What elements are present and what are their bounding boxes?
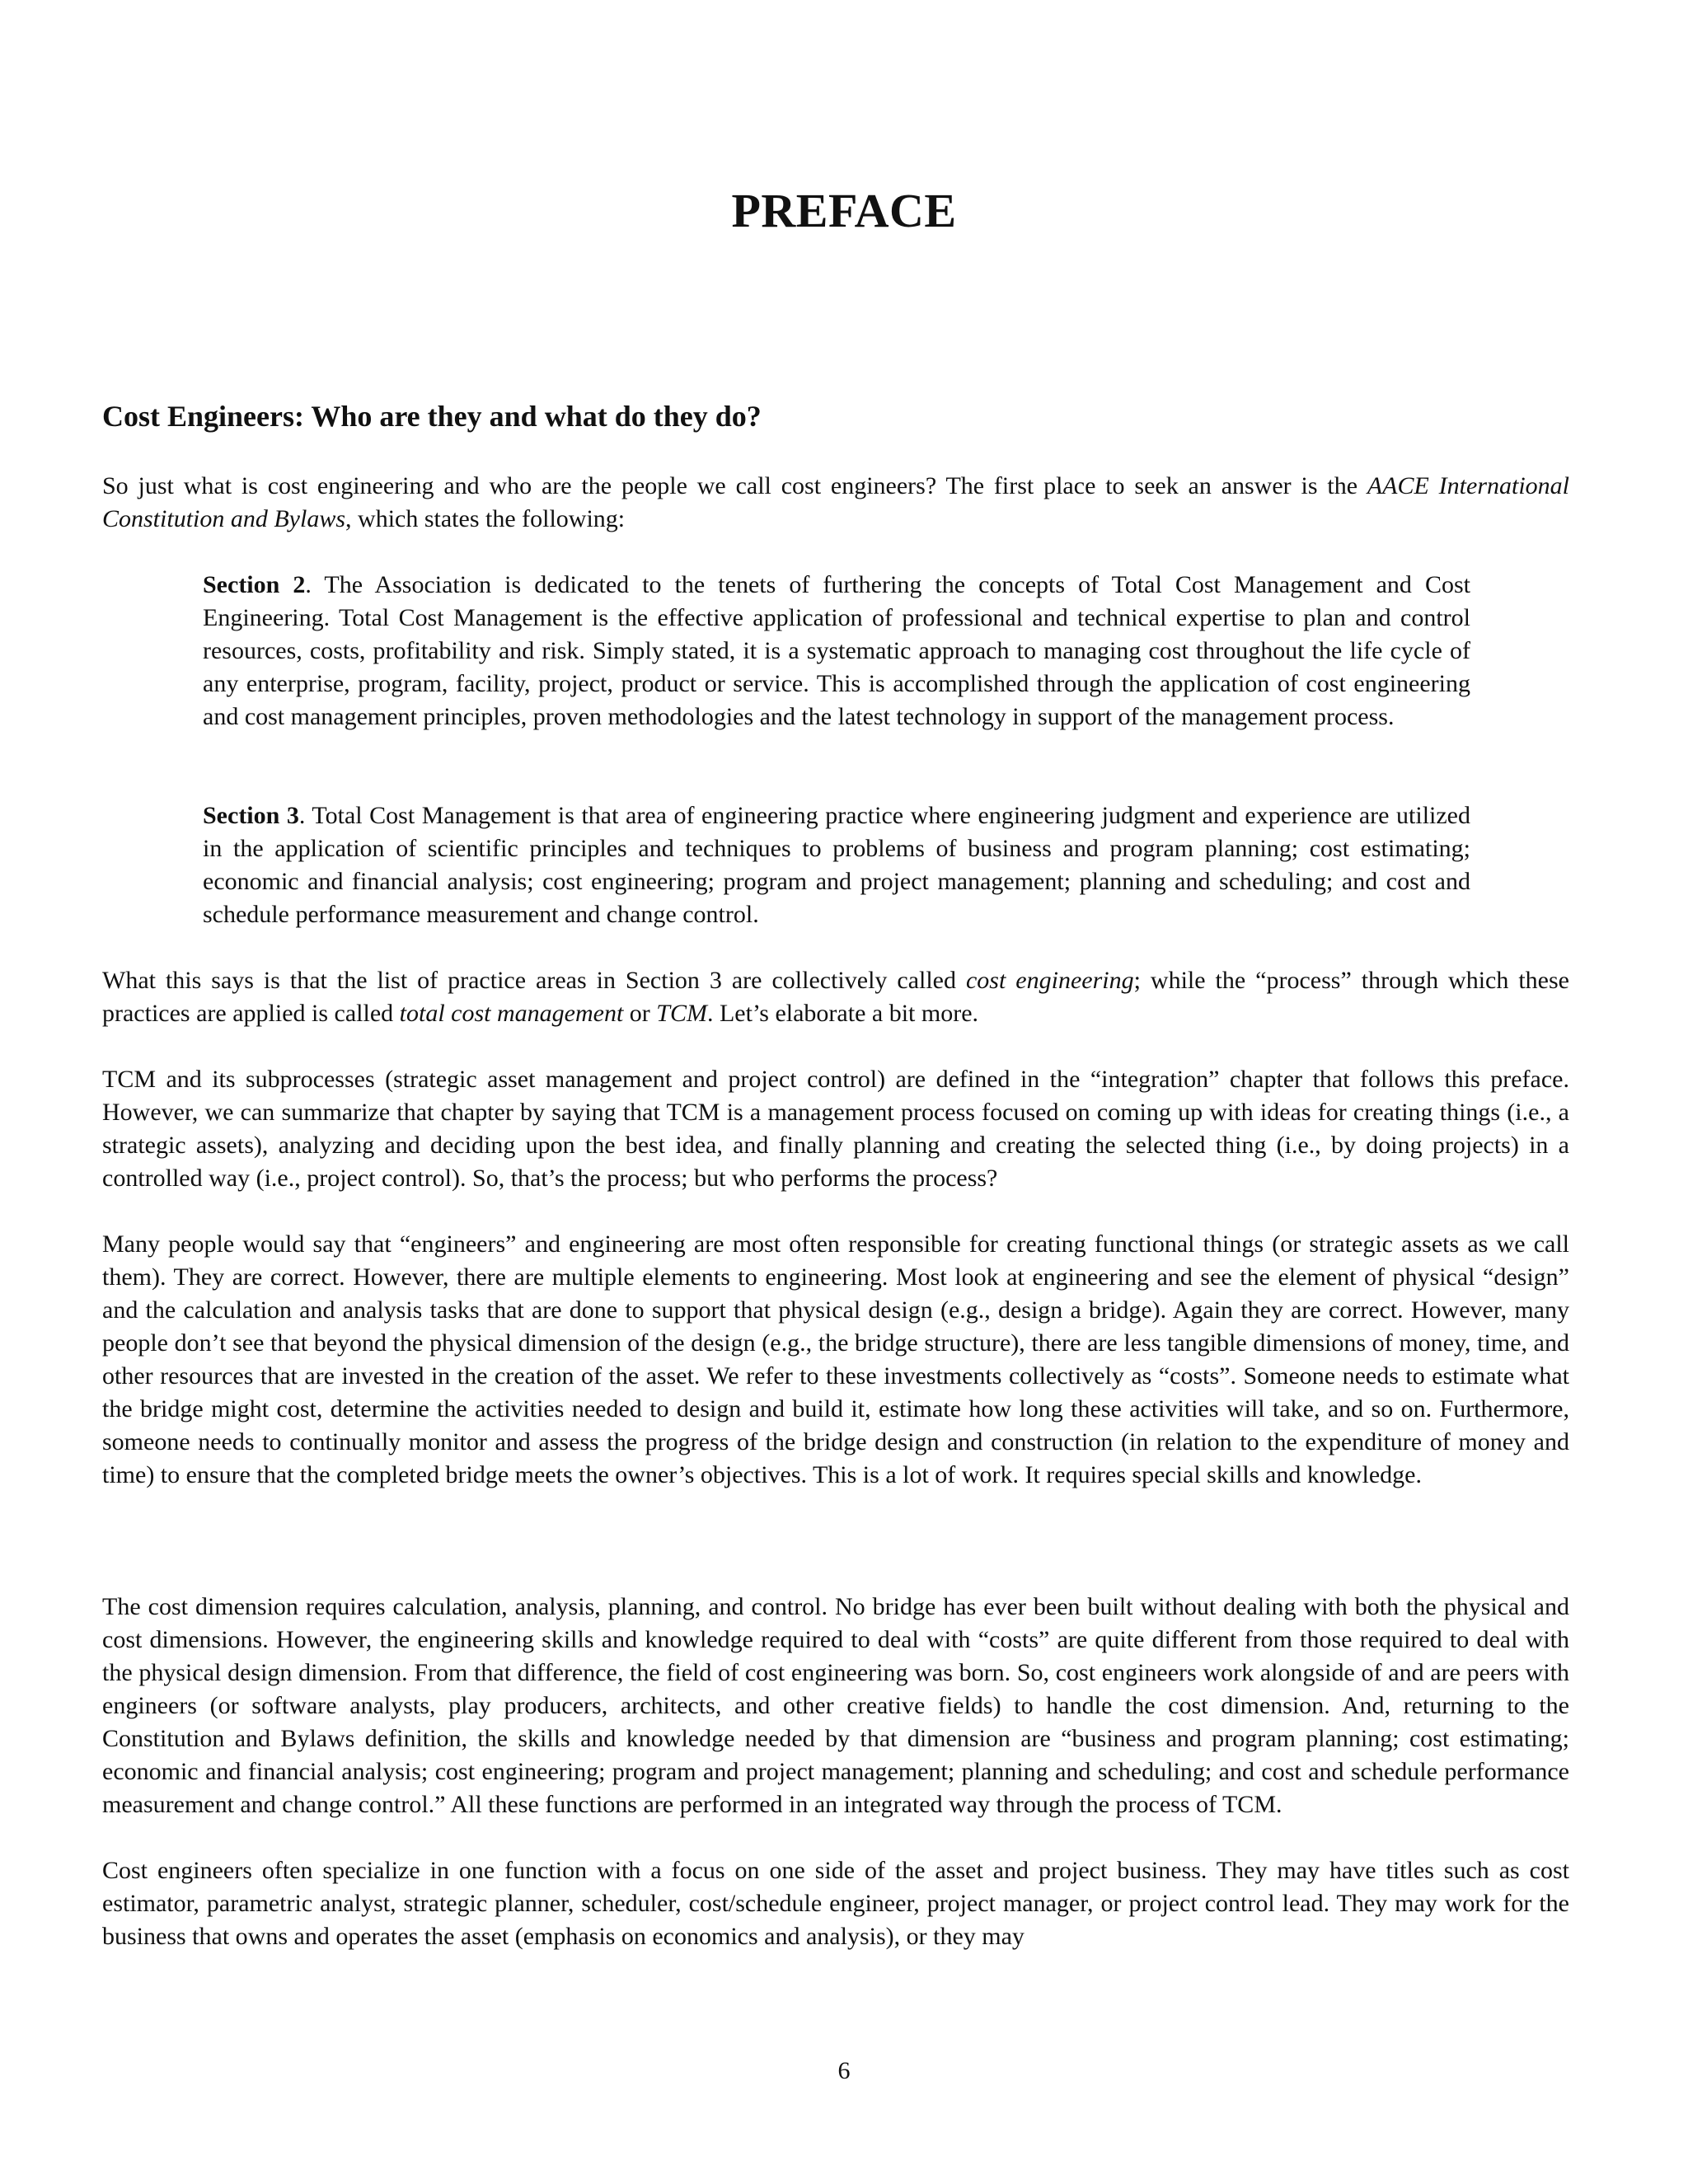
intro-text-before: So just what is cost engineering and who are the people we call cost engineers? The first place to seek an answer is the <box>102 472 1367 499</box>
paragraph-engineers: Many people would say that “engineers” and engineering are most often responsible for creating functional things (or strategic assets as we call them). They are correct. However, there are multiple elements to engineering. Most look at engineering and see the element of physical “design” and the calculation and analysis tasks that are done to support that physical design (e.g., design a bridge). Again they are correct. However, many people don’t see that beyond the physical dimension of the design (e.g., the bridge structure), there are less tangible dimensions of money, time, and other resources that are invested in the creation of the asset. We refer to these investments collectively as “costs”. Someone needs to estimate what the bridge might cost, determine the activities needed to design and build it, estimate how long these activities will take, and so on. Furthermore, someone needs to continually monitor and assess the progress of the bridge design and construction (in relation to the expenditure of money and time) to ensure that the completed bridge meets the owner’s objectives. This is a lot of work. It requires special skills and knowledge. <box>102 1230 1569 1488</box>
paragraph-tcm-subprocesses: TCM and its subprocesses (strategic asset management and project control) are defined in the “integration” chapter that follows this preface. However, we can summarize that chapter by saying that TCM is a management process focused on coming up with ideas for creating things (i.e., a strategic assets), analyzing and deciding upon the best idea, and finally planning and creating the selected thing (i.e., by doing projects) in a controlled way (i.e., project control). So, that’s the process; but who performs the process? <box>102 1066 1569 1192</box>
quote-section-2 <box>203 569 1470 733</box>
section-2-label: Section 2 <box>203 571 306 598</box>
section-heading: Cost Engineers: Who are they and what do they do? <box>102 400 762 433</box>
paragraph-cost-dimension: The cost dimension requires calculation, analysis, planning, and control. No bridge has ever been built without dealing with both the physical and cost dimensions. However, the engineering skills and knowledge required to deal with “costs” are quite different from those required to deal with the physical design dimension. From that difference, the field of cost engineering was born. So, cost engineers work alongside of and are peers with engineers (or software analysts, play producers, architects, and other creative fields) to handle the cost dimension. And, returning to the Constitution and Bylaws definition, the skills and knowledge needed by that dimension are “business and program planning; cost estimating; economic and financial analysis; cost engineering; program and project management; planning and scheduling; and cost and schedule performance measurement and change control.” All these functions are performed in an integrated way through the process of TCM. <box>102 1593 1569 1818</box>
term-total-cost-management: total cost management <box>399 1000 624 1027</box>
constitution-bylaws-title: AACE International Constitution and Bylaws <box>102 472 1570 532</box>
p2-text-4: . Let’s elaborate a bit more. <box>706 1000 979 1027</box>
page-number: 6 <box>837 2057 851 2084</box>
intro-text-after: , which states the following: <box>345 505 626 532</box>
term-tcm: TCM <box>656 1000 707 1027</box>
intro-paragraph <box>102 470 1569 536</box>
p2-text-2: ; while the “process” through which these practices are applied is called <box>102 967 1569 1027</box>
section-3-label: Section 3 <box>203 802 299 829</box>
section-2-text: . The Association is dedicated to the tenets of furthering the concepts of Total Cost Management and Cost Engineering. Total Cost Management is the effective application of professional and technical expertise to plan and control resources, costs, profitability and risk. Simply stated, it is a systematic approach to managing cost throughout the life cycle of any enterprise, program, facility, project, product or service. This is accomplished through the application of cost engineering and cost management principles, proven methodologies and the latest technology in support of the management process. <box>203 571 1470 730</box>
p2-text-1: What this says is that the list of practice areas in Section 3 are collectively called <box>102 967 966 994</box>
section-3-text: . Total Cost Management is that area of engineering practice where engineering judgment and experience are utilized in the application of scientific principles and techniques to problems of business and program planning; cost estimating; economic and financial analysis; cost engineering; program and project management; planning and scheduling; and cost and schedule performance measurement and change control. <box>203 802 1471 928</box>
paragraph-practice-areas <box>102 964 1569 1030</box>
quote-section-3 <box>203 799 1470 931</box>
p2-text-3: or <box>623 1000 657 1027</box>
paragraph-specialization: Cost engineers often specialize in one function with a focus on one side of the asset and project business. They may have titles such as cost estimator, parametric analyst, strategic planner, scheduler, cost/schedule engineer, project manager, or project control lead. They may work for the business that owns and operates the asset (emphasis on economics and analysis), or they may <box>102 1857 1569 1950</box>
page-title: PREFACE <box>731 184 957 237</box>
term-cost-engineering: cost engineering <box>965 967 1134 994</box>
